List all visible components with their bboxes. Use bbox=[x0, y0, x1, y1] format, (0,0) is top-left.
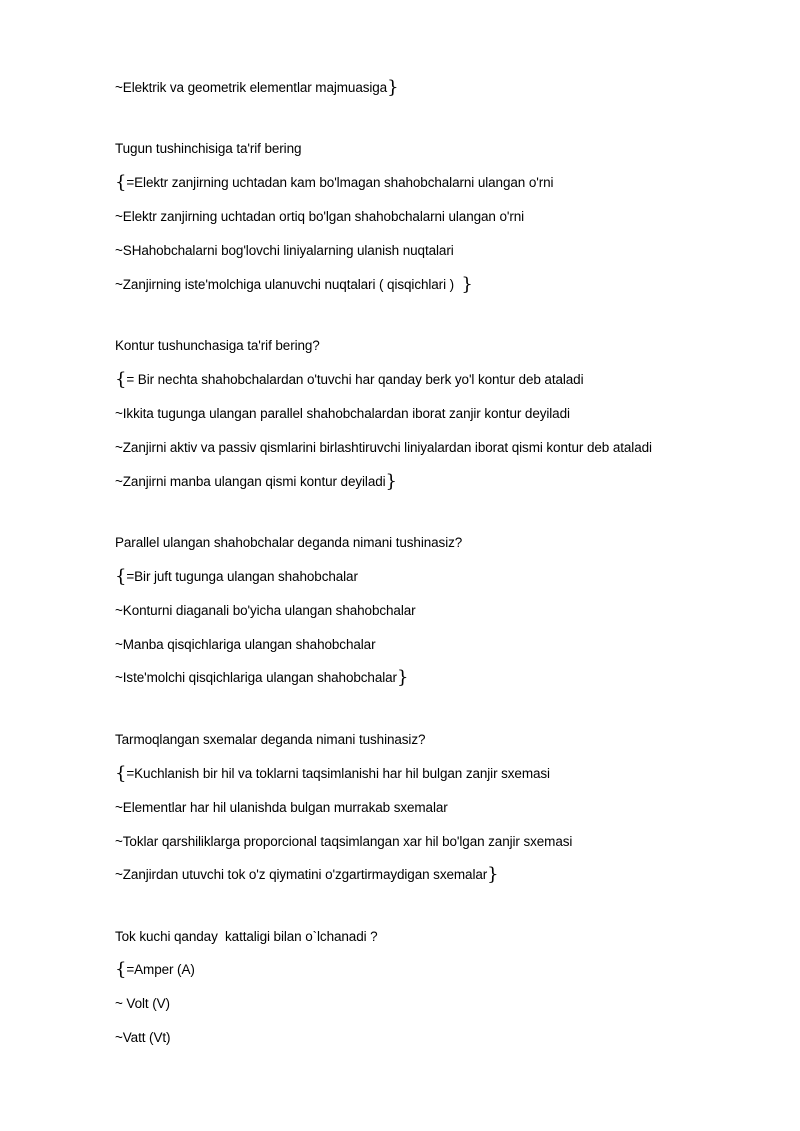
question-line: Tarmoqlangan sxemalar deganda nimani tushinasiz? bbox=[115, 732, 426, 747]
answer-line: ~Konturni diaganali bo'yicha ulangan shahobchalar bbox=[115, 603, 416, 618]
opening-brace: { bbox=[115, 763, 127, 784]
answer-line: ~ Volt (V) bbox=[115, 996, 170, 1011]
answer-line: ~Ikkita tugunga ulangan parallel shahobchalardan iborat zanjir kontur deyiladi bbox=[115, 406, 570, 421]
answer-line: ~Toklar qarshiliklarga proporcional taqsimlangan xar hil bo'lgan zanjir sxemasi bbox=[115, 834, 573, 849]
answer-line: {=Kuchlanish bir hil va toklarni taqsimlanishi har hil bulgan zanjir sxemasi bbox=[115, 763, 550, 784]
closing-brace: } bbox=[396, 667, 409, 688]
question-line: Parallel ulangan shahobchalar deganda nimani tushinasiz? bbox=[115, 535, 463, 550]
answer-line: ~SHahobchalarni bog'lovchi liniyalarning ulanish nuqtalari bbox=[115, 243, 454, 258]
opening-brace: { bbox=[115, 369, 127, 390]
answer-line: ~Vatt (Vt) bbox=[115, 1030, 171, 1045]
answer-line: ~Iste'molchi qisqichlariga ulangan shahobchalar} bbox=[115, 667, 409, 688]
closing-brace: } bbox=[387, 77, 399, 98]
question-line: Kontur tushunchasiga ta'rif bering? bbox=[115, 338, 320, 353]
opening-brace: { bbox=[115, 959, 127, 980]
question-line: Tok kuchi qanday kattaligi bilan o`lchanadi ? bbox=[115, 929, 378, 944]
opening-brace: { bbox=[115, 566, 127, 587]
answer-line: ~Manba qisqichlariga ulangan shahobchalar bbox=[115, 637, 376, 652]
answer-line: ~Elektrik va geometrik elementlar majmuasiga} bbox=[115, 77, 399, 98]
closing-brace: } bbox=[461, 274, 473, 295]
answer-line: ~Zanjirni aktiv va passiv qismlarini birlashtiruvchi liniyalardan iborat qismi kontur deb ataladi bbox=[115, 440, 652, 455]
answer-line: {=Amper (A) bbox=[115, 959, 195, 980]
question-line: Tugun tushinchisiga ta'rif bering bbox=[115, 141, 302, 156]
opening-brace: { bbox=[115, 172, 127, 193]
closing-brace: } bbox=[487, 864, 499, 885]
answer-line: ~Elektr zanjirning uchtadan ortiq bo'lgan shahobchalarni ulangan o'rni bbox=[115, 209, 525, 224]
answer-line: ~Zanjirni manba ulangan qismi kontur deyiladi} bbox=[115, 471, 397, 492]
answer-line: {=Bir juft tugunga ulangan shahobchalar bbox=[115, 566, 358, 587]
closing-brace: } bbox=[385, 471, 397, 492]
answer-line: ~Zanjirning iste'molchiga ulanuvchi nuqtalari ( qisqichlari ) } bbox=[115, 274, 473, 295]
answer-line: ~Zanjirdan utuvchi tok o'z qiymatini o'zgartirmaydigan sxemalar} bbox=[115, 864, 499, 885]
answer-line: {=Elektr zanjirning uchtadan kam bo'lmagan shahobchalarni ulangan o'rni bbox=[115, 172, 554, 193]
answer-line: ~Elementlar har hil ulanishda bulgan murrakab sxemalar bbox=[115, 800, 448, 815]
answer-line: {= Bir nechta shahobchalardan o'tuvchi har qanday berk yo'l kontur deb ataladi bbox=[115, 369, 584, 390]
